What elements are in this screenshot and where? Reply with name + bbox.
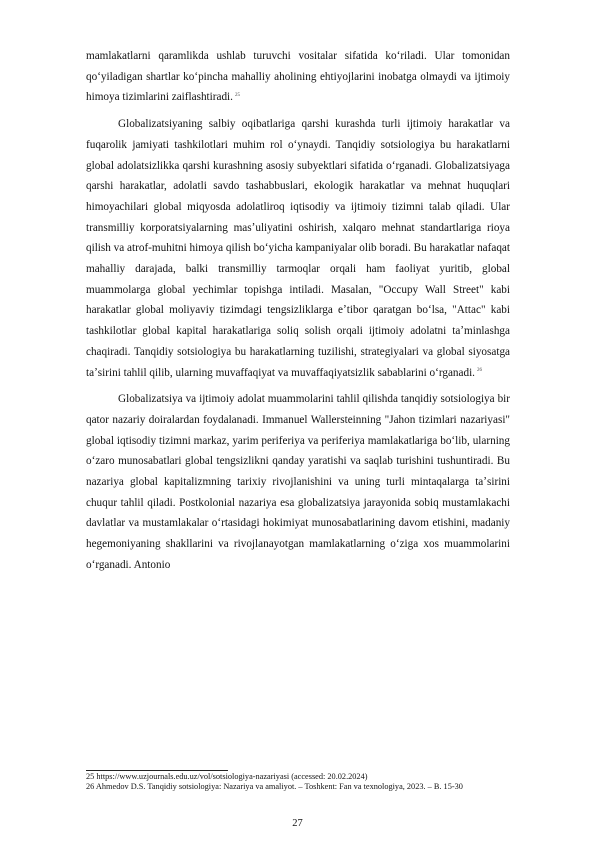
paragraph-1-text: mamlakatlarni qaramlikda ushlab turuvchi vositalar sifatida koʻriladi. Ular tomonidan qoʻyiladigan shartlar koʻpincha mahalliy aholining ehtiyojlarini inobatga olmaydi va ijtimoiy himoya tizimlarini zaiflashtiradi. xyxy=(86,50,510,104)
paragraph-1 xyxy=(86,46,510,108)
footnote-26: 26 Ahmedov D.S. Tanqidiy sotsiologiya: Nazariya va amaliyot. – Toshkent: Fan va texnologiya, 2023. – B. 15-30 xyxy=(86,782,463,792)
footnote-ref-26[interactable]: 26 xyxy=(476,367,482,373)
paragraph-3-text: Globalizatsiya va ijtimoiy adolat muammolarini tahlil qilishda tanqidiy sotsiologiya bir qator nazariy doiralardan foydalanadi. Immanuel Wallersteinning "Jahon tizimlari nazariyasi" global iqtisodiy tizimni markaz, yarim periferiya va periferiya mamlakatlariga boʻlib, ularning oʻzaro munosabatlari global tengsizlikni qanday yaratishi va saqlab turishini tushuntiradi. Bu nazariya global kapitalizmning tarixiy rivojlanishini va uning turli mintaqalarga taʼsirini chuqur tahlil qiladi. Postkolonial nazariya esa globalizatsiya jarayonida sobiq mustamlakachi davlatlar va mustamlakalar oʻrtasidagi hokimiyat munosabatlarining davom etishini, madaniy hegemoniyaning shakllarini va rivojlanayotgan mamlakatlarning oʻziga xos muammolarini oʻrganadi. Antonio xyxy=(86,393,510,571)
page-number: 27 xyxy=(292,818,303,829)
body-text xyxy=(86,46,510,576)
paragraph-3 xyxy=(86,389,510,575)
footnote-ref-25[interactable]: 25 xyxy=(234,92,240,98)
footnote-separator xyxy=(86,770,228,771)
footnotes xyxy=(86,772,510,793)
footnote-25: 25 https://www.uzjournals.edu.uz/vol/sotsiologiya-nazariyasi (accessed: 20.02.2024) xyxy=(86,772,368,781)
paragraph-2 xyxy=(86,114,510,383)
paragraph-2-text: Globalizatsiyaning salbiy oqibatlariga qarshi kurashda turli ijtimoiy harakatlar va fuqarolik jamiyati tashkilotlari muhim rol oʻynaydi. Tanqidiy sotsiologiya bu harakatlarni global adolatsizlikka qarshi kurashning asosiy subyektlari sifatida oʻrganadi. Globalizatsiyaga qarshi harakatlar, adolatli savdo tashabbuslari, ekologik harakatlar va mehnat huquqlari himoyachilari global miqyosda adolatliroq iqtisodiy va ijtimoiy tizimni talab qiladi. Ular transmilliy korporatsiyalarning masʼuliyatini oshirish, xalqaro mehnat standartlariga rioya qilish va atrof-muhitni himoya qilish boʻyicha kampaniyalar olib boradi. Bu harakatlar nafaqat mahalliy darajada, balki transmilliy tarmoqlar orqali ham faoliyat yuritib, global muammolarga global yechimlar topishga intiladi. Masalan, "Occupy Wall Street" kabi harakatlar global moliyaviy tizimdagi tengsizliklarga eʼtibor qaratgan boʻlsa, "Attac" kabi tashkilotlar global kapital harakatlariga soliq solish orqali ijtimoiy adolatni taʼminlashga chaqiradi. Tanqidiy sotsiologiya bu harakatlarning tuzilishi, strategiyalari va global siyosatga taʼsirini tahlil qilib, ularning muvaffaqiyat va muvaffaqiyatsizlik sabablarini oʻrganadi. xyxy=(86,118,510,379)
